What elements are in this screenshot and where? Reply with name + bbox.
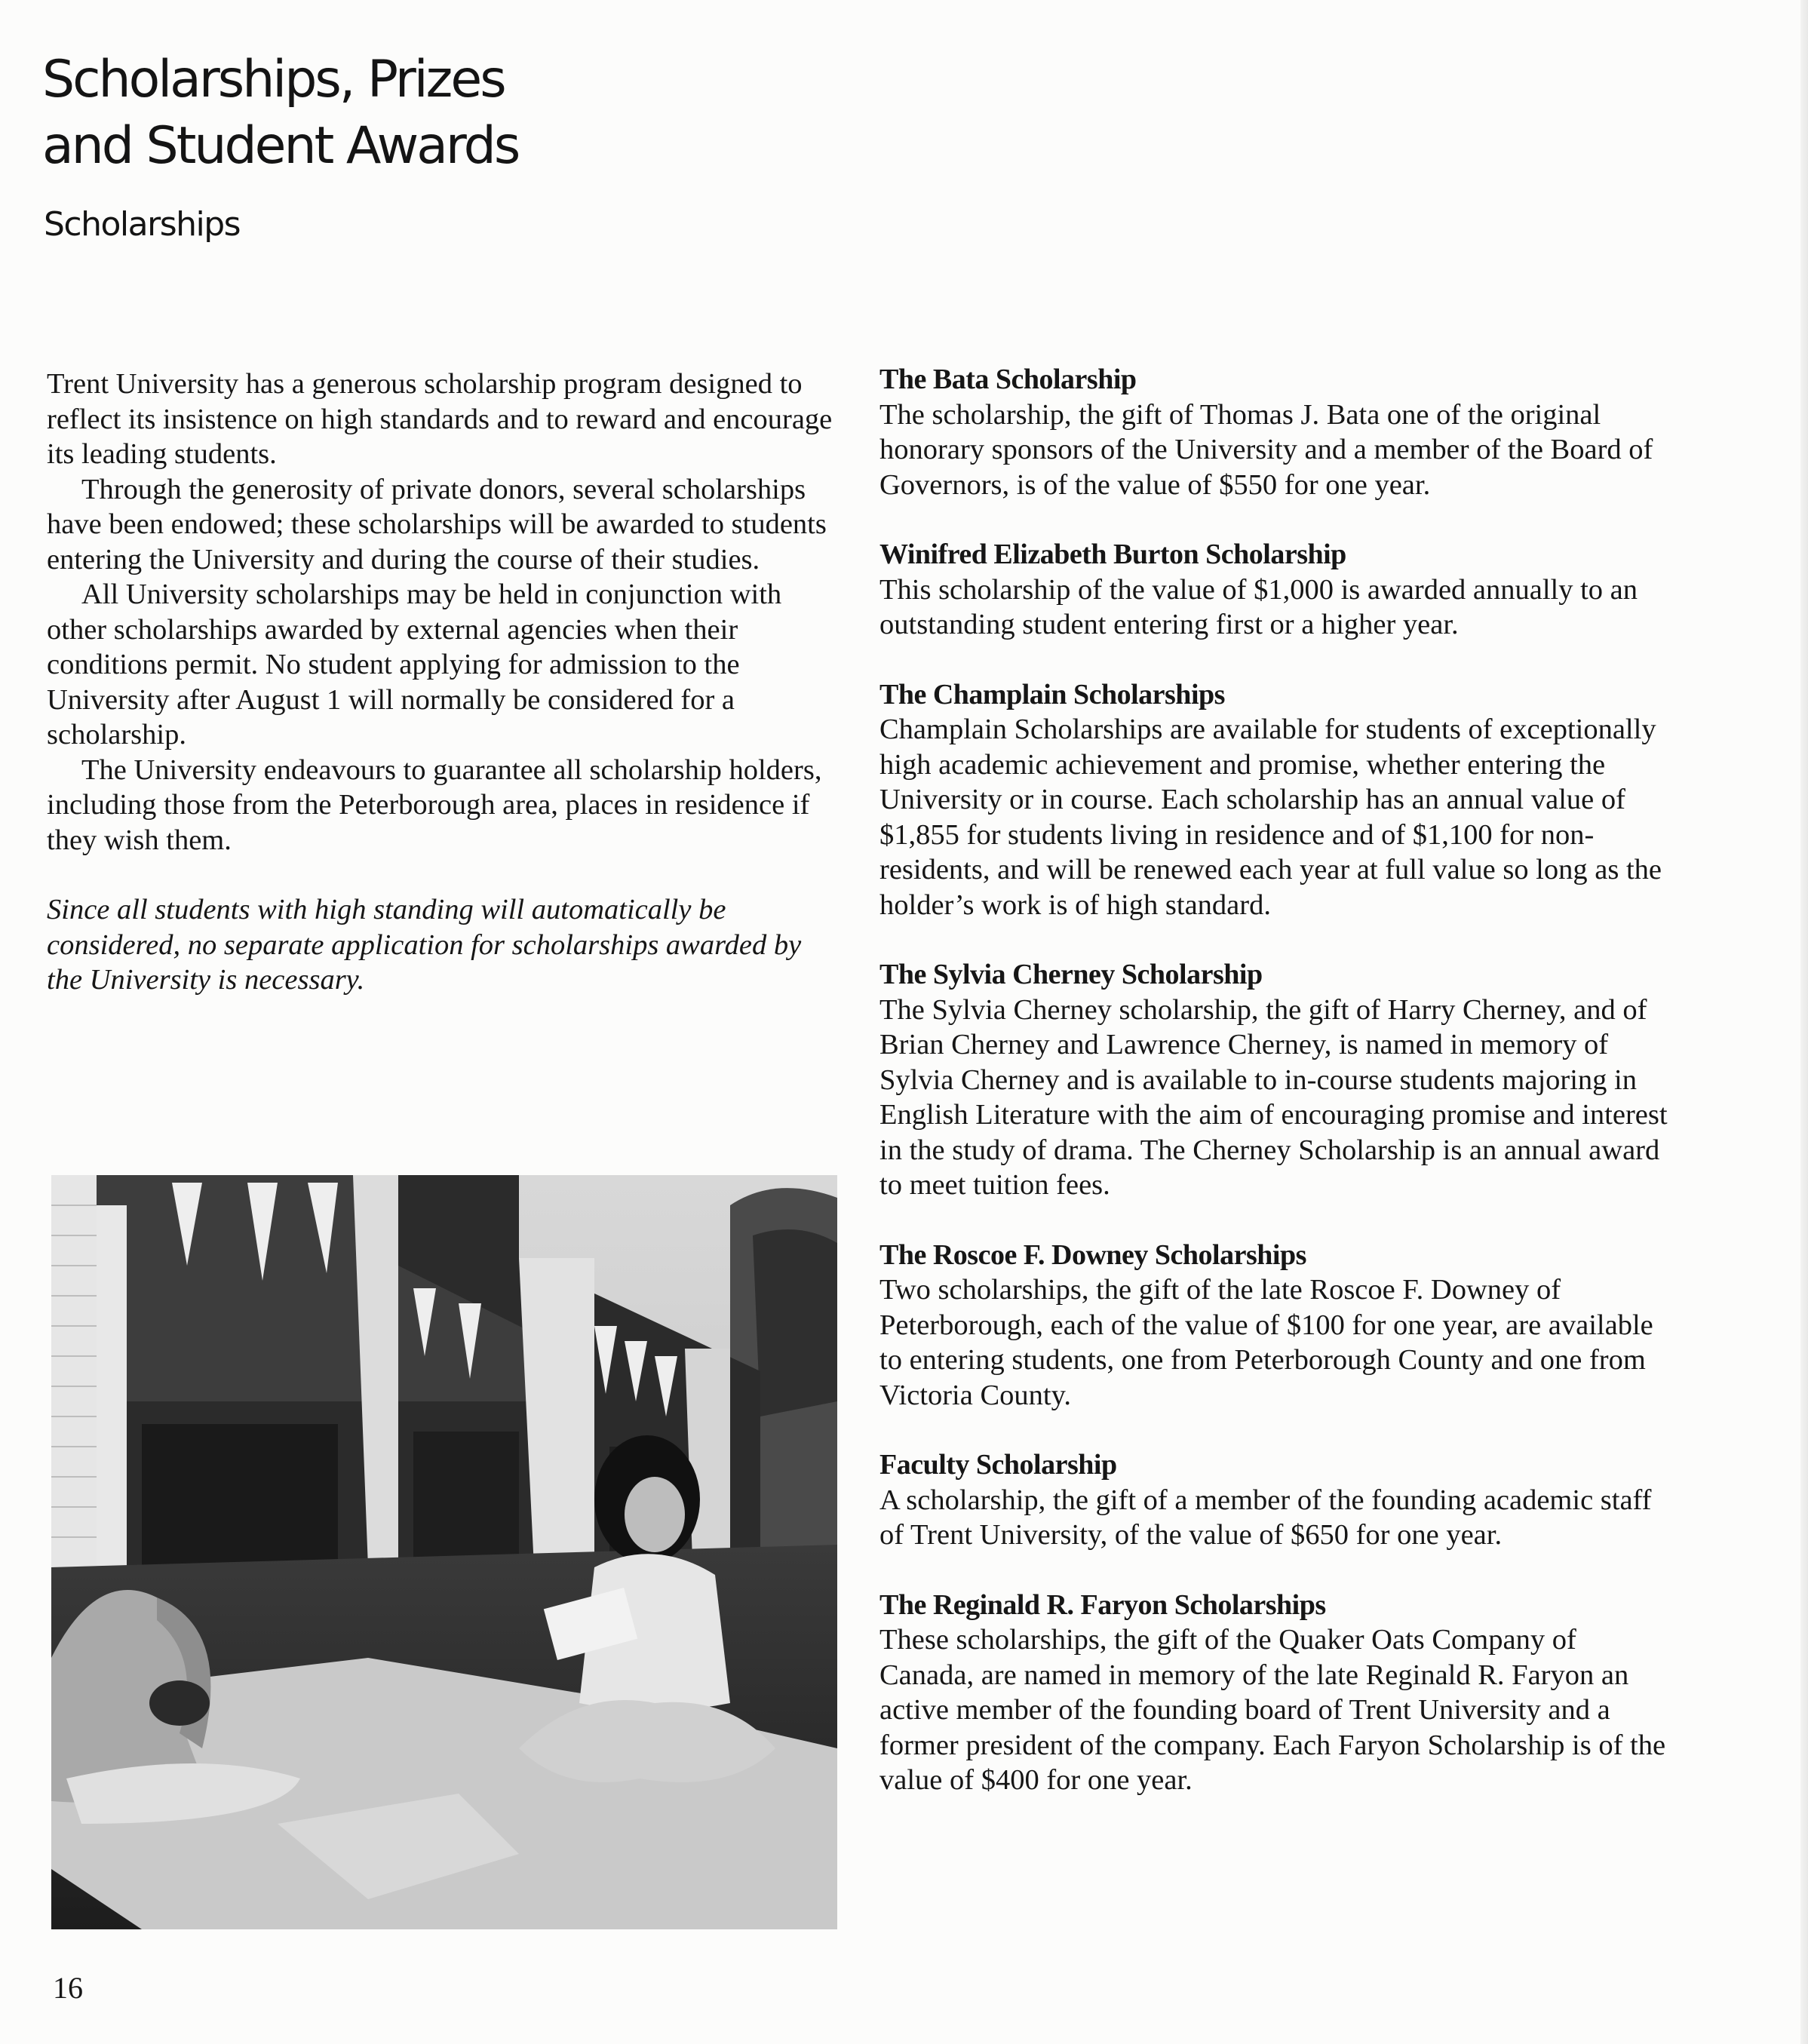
award-description: A scholarship, the gift of a member of the founding academic staff of Trent University, of the value of $650 for one year. — [879, 1484, 1652, 1551]
intro-column — [47, 367, 835, 998]
photo-illustration — [51, 1175, 837, 1929]
award-description: Champlain Scholarships are available for students of exceptionally high academic achievement and promise, whether entering the University or in course. Each scholarship has an annual value of $1,855 for students living in residence and of $1,100 for non-residents, and will be renewed each year at full value so long as the holder’s work is of high standard. — [879, 714, 1662, 921]
award-description: The Sylvia Cherney scholarship, the gift of Harry Cherney, and of Brian Cherney and Lawrence Cherney, is named in memory of Sylvia Cherney and is available to in-course students majoring in English Literature with the aim of encouraging promise and interest in the study of drama. The Cherney Scholarship is an annual award to meet tuition fees. — [879, 993, 1668, 1201]
award-description: The scholarship, the gift of Thomas J. Bata one of the original honorary sponsors of the University and a member of the Board of Governors, is of the value of $550 for one year. — [879, 398, 1653, 501]
intro-paragraph-4: The University endeavours to guarantee all scholarship holders, including those from the Peterborough area, places in residence if they wish them. — [47, 753, 822, 856]
award-description: This scholarship of the value of $1,000 is awarded annually to an outstanding student entering first or a higher year. — [879, 573, 1638, 640]
award-cherney — [879, 957, 1671, 1203]
page-title-line-1: Scholarships, Prizes — [42, 50, 505, 109]
award-title: The Roscoe F. Downey Scholarships — [879, 1238, 1306, 1271]
award-bata — [879, 362, 1671, 502]
award-faryon — [879, 1588, 1671, 1798]
page-title — [42, 47, 721, 180]
award-title: Faculty Scholarship — [879, 1449, 1117, 1481]
award-description: Two scholarships, the gift of the late Roscoe F. Downey of Peterborough, each of the value of $100 for one year, are available to entering students, one from Peterborough County and one from Victoria County. — [879, 1274, 1653, 1411]
award-title: Winifred Elizabeth Burton Scholarship — [879, 539, 1346, 570]
page-number: 16 — [53, 1971, 83, 2005]
intro-paragraph-1: Trent University has a generous scholarship program designed to reflect its insistence on high standards and to reward and encourage its leading students. — [47, 368, 833, 470]
award-title: The Reginald R. Faryon Scholarships — [879, 1588, 1326, 1621]
intro-paragraph-2: Through the generosity of private donors, several scholarships have been endowed; these scholarships will be awarded to students entering the University and during the course of their studies. — [47, 473, 827, 575]
award-champlain — [879, 677, 1671, 923]
award-title: The Champlain Scholarships — [879, 678, 1225, 710]
intro-paragraph-3: All University scholarships may be held in conjunction with other scholarships awarded by external agencies when their conditions permit. No student applying for admission to the University after August 1 will normally be considered for a scholarship. — [47, 579, 782, 750]
page-title-line-2: and Student Awards — [42, 116, 519, 176]
scan-edge — [1800, 0, 1808, 2044]
awards-column — [879, 362, 1671, 1833]
award-description: These scholarships, the gift of the Quaker Oats Company of Canada, are named in memory of the late Reginald R. Faryon an active member of the founding board of Trent University and a former president of the company. Each Faryon Scholarship is of the value of $400 for one year. — [879, 1624, 1666, 1796]
award-downey — [879, 1238, 1671, 1413]
award-burton — [879, 537, 1671, 643]
section-heading: Scholarships — [44, 205, 241, 244]
award-title: The Sylvia Cherney Scholarship — [879, 959, 1263, 990]
award-faculty — [879, 1447, 1671, 1553]
application-note: Since all students with high standing will automatically be considered, no separate application for scholarships awarded by the University is necessary. — [47, 894, 802, 996]
students-on-lawn-photo — [51, 1175, 837, 1929]
award-title: The Bata Scholarship — [879, 364, 1137, 395]
